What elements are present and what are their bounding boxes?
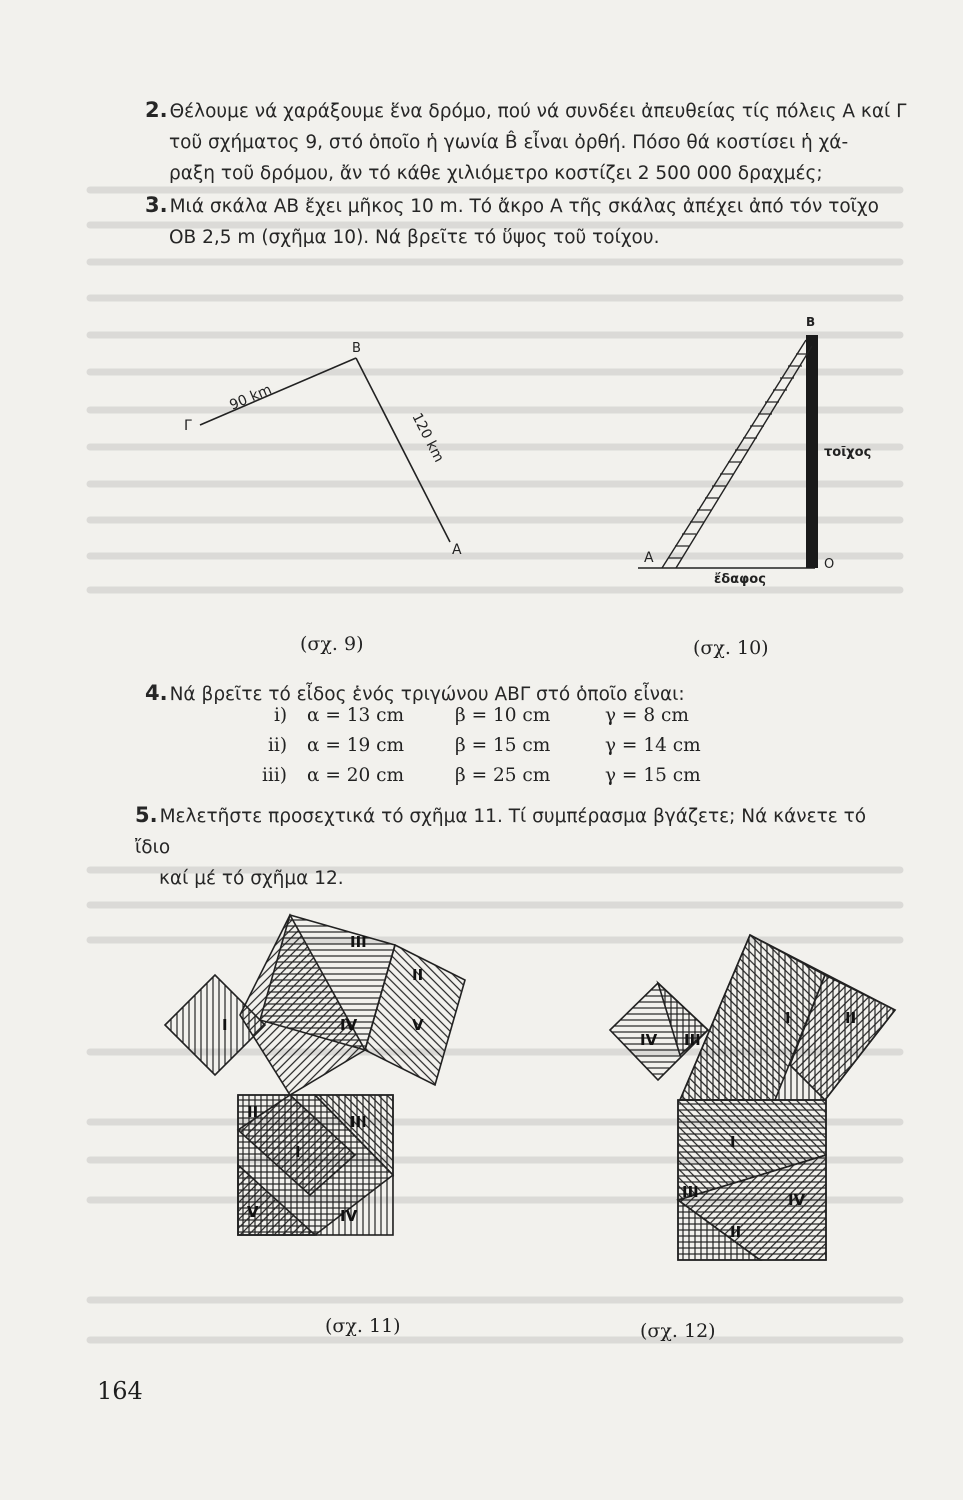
problem-4-number: 4.: [145, 681, 168, 705]
fig11-label-III-top: III: [350, 933, 367, 951]
row-label: iii): [262, 765, 287, 786]
fig11-label-I-bottom: I: [295, 1143, 301, 1161]
fig11-label-II-bottom: II: [247, 1103, 259, 1121]
figure-11: [150, 905, 480, 1245]
problem-2: [145, 95, 915, 189]
fig12-label-III-top: III: [684, 1031, 701, 1049]
fig11-label-IV-bottom: IV: [340, 1207, 358, 1225]
problem-5-line-1: Μελετῆστε προσεχτικά τό σχῆμα 11. Τί συμπέρασμα βγάζετε; Νά κάνετε τό ἴδιο: [135, 806, 867, 858]
side-g: γ = 14 cm: [605, 735, 701, 756]
row-label: ii): [268, 735, 288, 756]
fig12-label-II-bottom: II: [730, 1223, 742, 1241]
fig12-caption: (σχ. 12): [640, 1320, 716, 1342]
problem-2-line-2: τοῦ σχήματος 9, στό ὁποῖο ἡ γωνία B̂ εἶναι ὀρθή. Πόσο θά κοστίσει ἡ χά-: [169, 132, 849, 153]
problem-2-line-1: Θέλουμε νά χαράξουμε ἕνα δρόμο, πού νά συνδέει ἀπευθείας τίς πόλεις Α καί Γ: [169, 101, 907, 122]
problem-5-number: 5.: [135, 803, 158, 827]
fig10-ground-label: ἔδαφος: [714, 572, 766, 587]
side-a: α = 19 cm: [307, 735, 405, 756]
fig11-label-V-bottom: V: [247, 1203, 259, 1221]
fig10-wall-label: τοῖχος: [824, 445, 872, 460]
side-g: γ = 8 cm: [605, 705, 689, 726]
figure-12: [590, 915, 910, 1275]
figure-10: [620, 310, 900, 595]
fig12-label-II-top: II: [845, 1009, 857, 1027]
fig12-label-IV-top: IV: [640, 1031, 658, 1049]
problem-3-line-2: ΟΒ 2,5 m (σχῆμα 10). Νά βρεῖτε τό ὕψος τοῦ τοίχου.: [169, 227, 660, 248]
problem-5-line-2: καί μέ τό σχῆμα 12.: [159, 868, 344, 889]
problem-4-text: Νά βρεῖτε τό εἶδος ἑνός τριγώνου ΑΒΓ στό ὁποῖο εἶναι:: [169, 684, 685, 705]
problem-3: [145, 190, 915, 253]
fig10-label-o: Ο: [824, 557, 835, 572]
fig10-label-a: Α: [644, 550, 654, 566]
fig11-label-IV-top: IV: [340, 1016, 358, 1034]
row-label: i): [274, 705, 288, 726]
page-number: 164: [97, 1377, 143, 1405]
fig10-wall: [806, 335, 818, 568]
fig12-label-I-top: I: [785, 1009, 791, 1027]
fig9-label-g: Γ: [184, 418, 192, 434]
side-a: α = 20 cm: [307, 765, 405, 786]
fig9-label-a: Α: [452, 542, 462, 558]
side-a: α = 13 cm: [307, 705, 405, 726]
fig11-label-I-left: I: [222, 1016, 228, 1034]
fig10-ladder-rungs: [668, 354, 808, 558]
fig11-label-V-top: V: [412, 1016, 424, 1034]
problem-3-line-1: Μιά σκάλα ΑΒ ἔχει μῆκος 10 m. Τό ἄκρο Α τῆς σκάλας ἀπέχει ἀπό τόν τοῖχο: [169, 196, 879, 217]
fig11-label-III-bottom: III: [350, 1113, 367, 1131]
fig9-length-ba: 120 km: [408, 410, 447, 465]
fig9-label-b: Β: [352, 341, 361, 356]
fig12-label-IV-bottom: IV: [788, 1191, 806, 1209]
fig11-label-II-top: II: [412, 966, 424, 984]
fig9-length-gb: 90 km: [227, 381, 275, 414]
problem-3-number: 3.: [145, 193, 168, 217]
problem-5: [135, 800, 905, 894]
fig10-label-b: Β: [806, 315, 816, 329]
side-b: β = 15 cm: [455, 735, 551, 756]
fig12-label-III-bottom: III: [682, 1183, 699, 1201]
fig11-caption: (σχ. 11): [325, 1315, 401, 1337]
fig10-caption: (σχ. 10): [693, 637, 769, 659]
problem-2-number: 2.: [145, 98, 168, 122]
fig9-caption: (σχ. 9): [300, 633, 364, 655]
side-b: β = 25 cm: [455, 765, 551, 786]
figure-9: [180, 330, 480, 570]
side-g: γ = 15 cm: [605, 765, 701, 786]
fig11-left-square: [165, 975, 265, 1075]
fig12-label-I-bottom: I: [730, 1133, 736, 1151]
problem-2-line-3: ραξη τοῦ δρόμου, ἄν τό κάθε χιλιόμετρο κοστίζει 2 500 000 δραχμές;: [169, 163, 823, 184]
side-b: β = 10 cm: [455, 705, 551, 726]
